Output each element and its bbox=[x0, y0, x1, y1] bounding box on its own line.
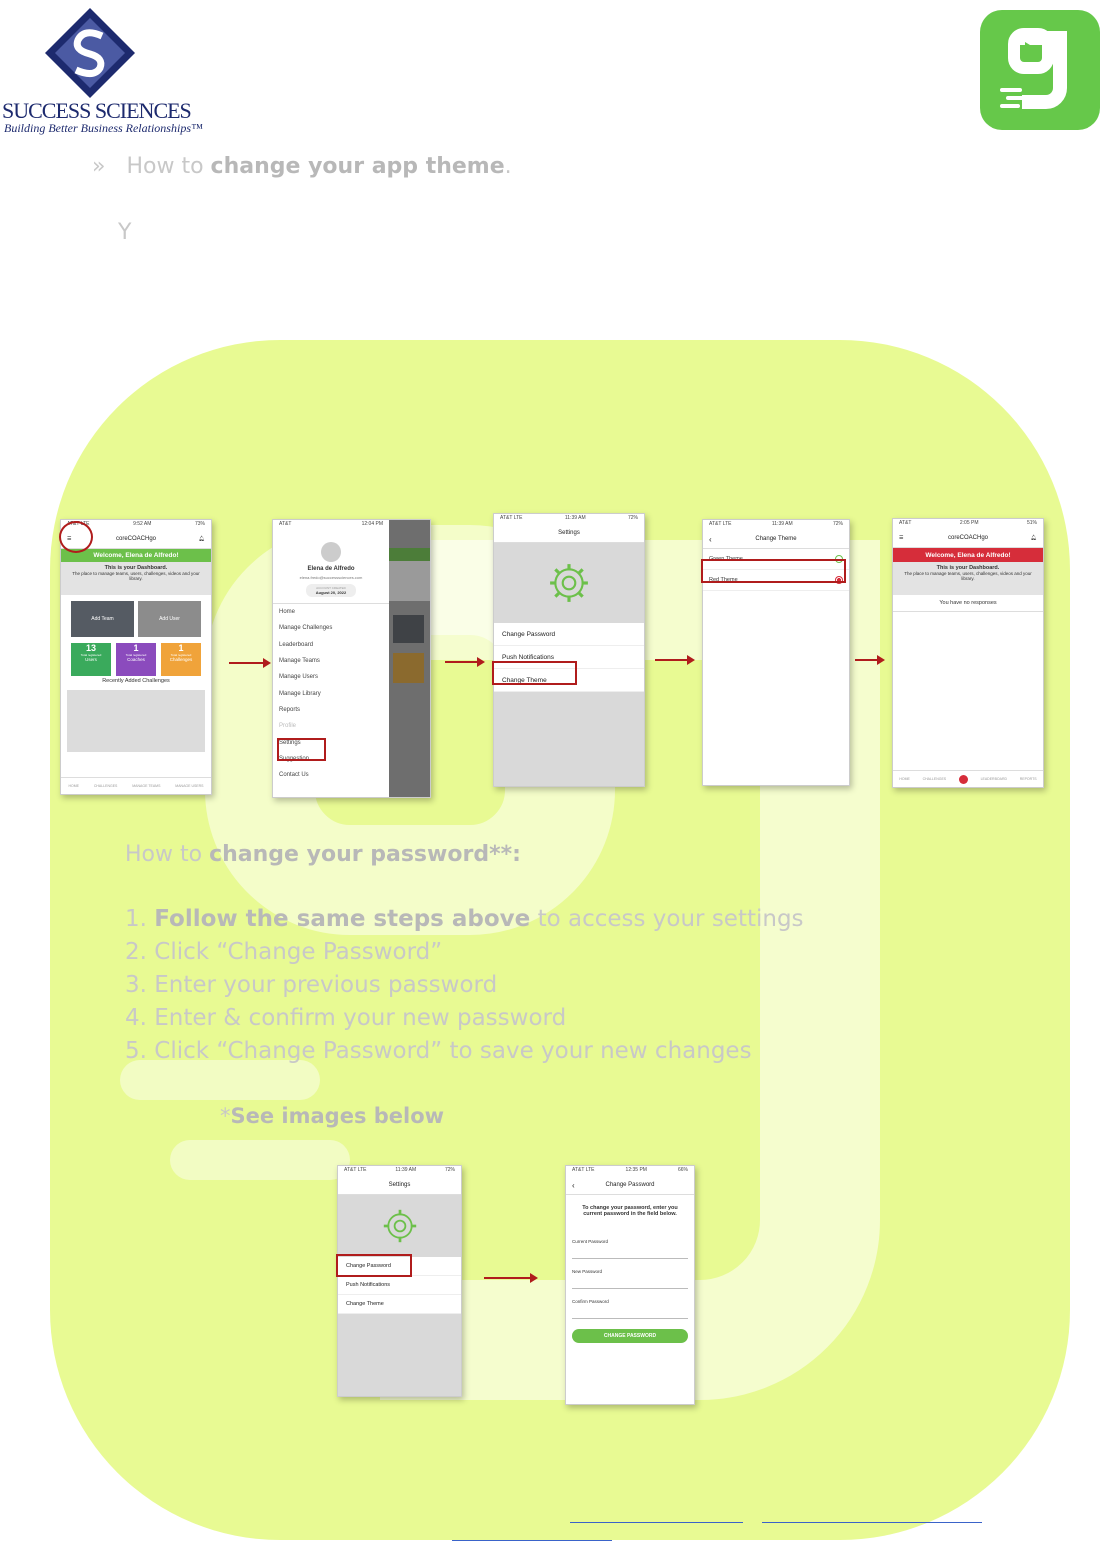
company-tagline: Building Better Business Relationships™ bbox=[4, 121, 203, 135]
menu-manage-library[interactable]: Manage Library bbox=[279, 690, 321, 697]
menu-leaderboard[interactable]: Leaderboard bbox=[279, 641, 314, 648]
arrow-2 bbox=[445, 661, 483, 663]
text-fragment: Y bbox=[118, 220, 132, 245]
confirm-password-field[interactable] bbox=[572, 1304, 688, 1319]
menu-manage-users[interactable]: Manage Users bbox=[279, 674, 319, 681]
menu-settings[interactable]: Settings bbox=[279, 739, 301, 746]
new-password-field[interactable] bbox=[572, 1274, 688, 1289]
menu-profile[interactable]: Profile bbox=[279, 723, 297, 730]
change-theme-highlight bbox=[492, 661, 577, 685]
settings-change-theme[interactable]: Change Theme bbox=[494, 669, 644, 692]
step-1: 1. Follow the same steps above to access your settings bbox=[125, 906, 804, 932]
menu-manage-teams[interactable]: Manage Teams bbox=[279, 658, 320, 665]
tab-reports[interactable]: REPORTS bbox=[1019, 777, 1037, 781]
bullet: » bbox=[92, 154, 106, 179]
see-images-note: *See images below bbox=[220, 1104, 445, 1128]
footer-link-1[interactable] bbox=[570, 1522, 743, 1523]
settings-push-notifications[interactable]: Push Notifications bbox=[338, 1276, 461, 1295]
arrow-1 bbox=[229, 662, 269, 664]
screen-dashboard-green bbox=[60, 519, 212, 795]
menu-home[interactable]: Home bbox=[279, 609, 296, 616]
current-password-field[interactable] bbox=[572, 1244, 688, 1259]
settings-hero bbox=[494, 543, 644, 623]
nav-bar bbox=[893, 529, 1043, 548]
gear-icon bbox=[382, 1208, 418, 1244]
nav-bar bbox=[703, 530, 849, 549]
settings-hero bbox=[338, 1195, 461, 1257]
welcome-banner: Welcome, Elena de Alfredo! bbox=[61, 549, 211, 562]
tab-manage-teams[interactable]: MANAGE TEAMS bbox=[132, 784, 161, 788]
nav-bar bbox=[494, 524, 644, 543]
step-3: 3. Enter your previous password bbox=[125, 972, 498, 998]
red-theme-option[interactable]: Red Theme bbox=[703, 570, 849, 591]
password-heading: How to change your password**: bbox=[125, 842, 521, 867]
settings-push-notifications[interactable]: Push Notifications bbox=[494, 646, 644, 669]
change-password-title: Change Password bbox=[605, 1182, 655, 1188]
settings-change-theme[interactable]: Change Theme bbox=[338, 1295, 461, 1314]
menu-manage-challenges[interactable]: Manage Challenges bbox=[279, 625, 333, 632]
tab-bar bbox=[893, 770, 1043, 787]
stat-challenges[interactable]: 1 Total registered Challenges bbox=[161, 643, 201, 676]
profile-menu-icon[interactable]: ☰ bbox=[899, 535, 904, 541]
footer-link-2[interactable] bbox=[762, 1522, 982, 1523]
welcome-banner: Welcome, Elena de Alfredo! bbox=[893, 548, 1043, 562]
step-2: 2. Click “Change Password” bbox=[125, 939, 443, 965]
no-responses: You have no responses bbox=[893, 595, 1043, 612]
side-menu-panel: AT&T 12:04 PM Elena de Alfredo elena.fredo@successsciences.com ACCOUNT CREATED August 20, 2022 Home Manage Challenges Leaderboard Manage Teams Manage Users Manage Library Reports Profile Settings Suggestion Contact Us bbox=[273, 520, 389, 797]
stat-users[interactable]: 13 Total registered Users bbox=[71, 643, 111, 676]
menu-reports[interactable]: Reports bbox=[279, 706, 301, 713]
red-theme-highlight bbox=[701, 559, 846, 583]
menu-contact-us[interactable]: Contact Us bbox=[279, 772, 309, 779]
gear-icon bbox=[548, 562, 590, 604]
app-logo-icon bbox=[980, 10, 1100, 130]
nav-bar bbox=[566, 1176, 694, 1195]
dashboard-panel: This is your Dashboard. The place to manage teams, users, challenges, videos and your library. bbox=[893, 562, 1043, 595]
add-circle-icon[interactable] bbox=[959, 775, 968, 784]
back-chevron-icon[interactable]: ‹ bbox=[709, 534, 712, 544]
dashboard-panel: This is your Dashboard. The place to manage teams, users, challenges, videos and your library. bbox=[61, 562, 211, 595]
footer-link-3[interactable] bbox=[452, 1540, 612, 1541]
theme-heading bbox=[92, 154, 512, 179]
change-password-highlight bbox=[336, 1254, 412, 1277]
add-user-button[interactable]: Add User bbox=[138, 601, 201, 637]
step-4: 4. Enter & confirm your new password bbox=[125, 1005, 567, 1031]
settings-change-password[interactable]: Change Password bbox=[494, 623, 644, 646]
dimmed-dashboard bbox=[389, 520, 430, 797]
heading-bold: change your app theme bbox=[210, 154, 505, 179]
change-password-intro: To change your password, enter you current password in the field below. bbox=[582, 1205, 678, 1217]
back-chevron-icon[interactable]: ‹ bbox=[572, 1180, 575, 1190]
account-created-badge: ACCOUNT CREATED August 20, 2022 bbox=[306, 584, 356, 597]
tab-leaderboard[interactable]: LEADERBOARD bbox=[980, 777, 1008, 781]
tab-challenges[interactable]: CHALLENGES bbox=[93, 784, 118, 788]
screen-dashboard-red: AT&T 2:05 PM 51% ☰ coreCOACHgo 🔔︎ Welcome, Elena de Alfredo! This is your Dashboard. The place to manage teams, users, challenges, videos and your library. You have no responses HOME CHALLENGES LEADERBOARD REPORTS bbox=[892, 518, 1044, 788]
tab-home[interactable]: HOME bbox=[899, 777, 910, 781]
recent-challenges-label: Recently Added Challenges bbox=[102, 678, 170, 684]
profile-name: Elena de Alfredo bbox=[307, 566, 355, 572]
recent-challenges-list[interactable] bbox=[67, 690, 205, 752]
menu-suggestion[interactable]: Suggestion bbox=[279, 755, 310, 762]
change-password-button[interactable]: CHANGE PASSWORD bbox=[572, 1329, 688, 1343]
arrow-4 bbox=[855, 659, 883, 661]
change-theme-title: Change Theme bbox=[755, 536, 797, 542]
tab-bar bbox=[61, 777, 211, 794]
step-5: 5. Click “Change Password” to save your new changes bbox=[125, 1038, 752, 1064]
nav-bar bbox=[338, 1176, 461, 1195]
screen-change-password: AT&T LTE 12:35 PM 66% ‹ Change Password To change your password, enter you current password in the field below. Current Password New Password Confirm Password CHANGE PASSWORD bbox=[565, 1165, 695, 1405]
status-bar: AT&T LTE 9:52 AM 73% bbox=[67, 521, 205, 527]
screen-settings: AT&T LTE 11:39 AM 72% Settings Change Password Push Notifications Change Theme bbox=[493, 513, 645, 787]
green-theme-option[interactable]: Green Theme bbox=[703, 549, 849, 570]
add-team-button[interactable]: Add Team bbox=[71, 601, 134, 637]
settings-highlight bbox=[277, 738, 326, 761]
bell-icon[interactable]: 🔔︎ bbox=[198, 536, 205, 542]
screen-settings-2: AT&T LTE 11:39 AM 72% Settings Change Password Push Notifications Change Theme bbox=[337, 1165, 462, 1397]
app-title: coreCOACHgo bbox=[947, 535, 988, 541]
profile-icon-highlight bbox=[59, 521, 93, 553]
arrow-3 bbox=[655, 659, 693, 661]
tab-manage-users[interactable]: MANAGE USERS bbox=[175, 784, 204, 788]
app-title: coreCOACHgo bbox=[115, 536, 156, 542]
bell-icon[interactable]: 🔔︎ bbox=[1030, 535, 1037, 541]
settings-title: Settings bbox=[558, 530, 580, 536]
avatar bbox=[321, 542, 341, 562]
screen-change-theme: AT&T LTE 11:39 AM 72% ‹ Change Theme Green Theme Red Theme bbox=[702, 519, 850, 786]
heading-intro: How to bbox=[126, 154, 211, 179]
arrow-5 bbox=[484, 1277, 536, 1279]
profile-menu-icon[interactable]: ☰ bbox=[67, 536, 72, 542]
company-name: SUCCESS SCIENCES bbox=[2, 98, 191, 123]
settings-title: Settings bbox=[388, 1182, 411, 1188]
profile-email: elena.fredo@successsciences.com bbox=[299, 575, 363, 580]
tab-home[interactable]: HOME bbox=[68, 784, 79, 788]
heading-end: . bbox=[504, 154, 512, 179]
tab-challenges[interactable]: CHALLENGES bbox=[922, 777, 947, 781]
settings-change-password[interactable]: Change Password bbox=[338, 1257, 461, 1276]
stat-coaches[interactable]: 1 Total registered Coaches bbox=[116, 643, 156, 676]
